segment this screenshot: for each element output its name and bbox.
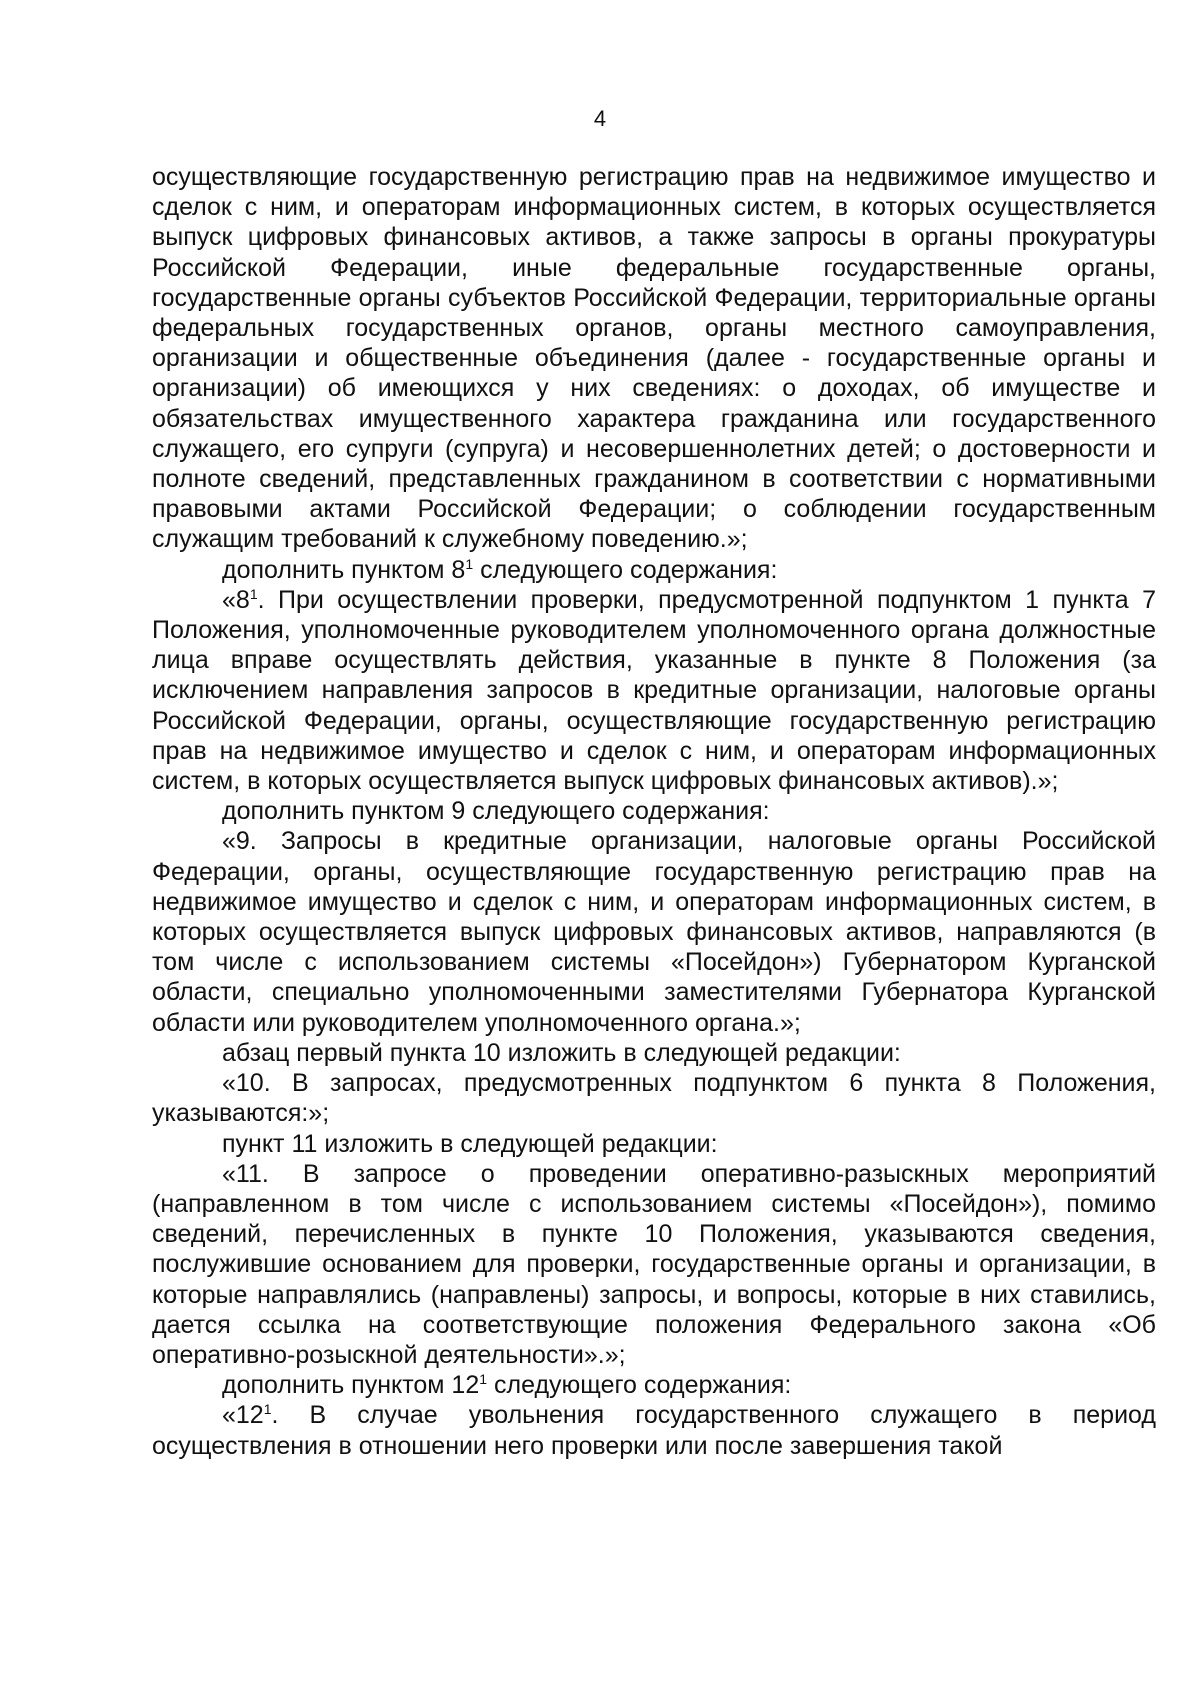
paragraph-add-point-8-1	[152, 555, 1156, 585]
paragraph-point-11: «11. В запросе о проведении оперативно-разыскных мероприятий (направленном в том числе с использованием системы «Посейдон»), помимо сведений, перечисленных в пункте 10 Положения, указываются сведения, послужившие основанием для проверки, государственные органы и организации, в которые направлялись (направлены) запросы, и вопросы, которые в них ставились, дается ссылка на соответствующие положения Федерального закона «Об оперативно-розыскной деятельности».»;	[152, 1159, 1156, 1369]
paragraph-point-11-intro: пункт 11 изложить в следующей редакции:	[222, 1129, 718, 1158]
paragraph-prefix: дополнить пунктом 8	[222, 555, 466, 584]
paragraph-continuation: осуществляющие государственную регистрацию прав на недвижимое имущество и сделок с ним, и операторам информационных систем, в которых осуществляется выпуск цифровых финансовых активов, а также запросы в органы прокуратуры Российской Федерации, иные федеральные государственные органы, государственные органы субъектов Российской Федерации, территориальные органы федеральных государственных органов, органы местного самоуправления, организации и общественные объединения (далее - государственные органы и организации) об имеющихся у них сведениях: о доходах, об имуществе и обязательствах имущественного характера гражданина или государственного служащего, его супруги (супруга) и несовершеннолетних детей; о достоверности и полноте сведений, представленных гражданином в соответствии с нормативными правовыми актами Российской Федерации; о соблюдении государственным служащим требований к служебному поведению.»;	[152, 163, 1156, 554]
superscript-marker: 1	[479, 1371, 488, 1388]
paragraph-add-point-9: дополнить пунктом 9 следующего содержания:	[222, 797, 770, 826]
superscript-marker: 1	[249, 585, 258, 602]
paragraph-text: следующего содержания:	[494, 1371, 792, 1400]
superscript-marker: 1	[465, 555, 474, 572]
paragraph-prefix: «8	[222, 585, 250, 614]
paragraph-prefix: «12	[222, 1401, 264, 1430]
paragraph-text: . В случае увольнения государственного служащего в период осуществления в отношении него проверки или после завершения такой	[152, 1401, 1156, 1460]
paragraph-point-10-intro: абзац первый пункта 10 изложить в следующей редакции:	[222, 1038, 901, 1067]
paragraph-text: . При осуществлении проверки, предусмотренной подпунктом 1 пункта 7 Положения, уполномоченные руководителем уполномоченного органа должностные лица вправе осуществлять действия, указанные в пункте 8 Положения (за исключением направления запросов в кредитные организации, налоговые органы Российской Федерации, органы, осуществляющие государственную регистрацию прав на недвижимое имущество и сделок с ним, и операторам информационных систем, в которых осуществляется выпуск цифровых финансовых активов).»;	[152, 585, 1156, 796]
paragraph-point-8-1	[152, 585, 1156, 796]
paragraph-text: следующего содержания:	[480, 555, 778, 584]
superscript-marker: 1	[263, 1401, 272, 1418]
page-number: 4	[593, 106, 607, 131]
paragraph-point-10: «10. В запросах, предусмотренных подпунктом 6 пункта 8 Положения, указываются:»;	[152, 1069, 1156, 1128]
paragraph-add-point-12-1	[152, 1370, 1156, 1400]
paragraph-prefix: дополнить пунктом 12	[222, 1371, 480, 1400]
paragraph-point-12-1	[152, 1400, 1156, 1460]
paragraph-point-9: «9. Запросы в кредитные организации, налоговые органы Российской Федерации, органы, осуществляющие государственную регистрацию прав на недвижимое имущество и сделок с ним, и операторам информационных систем, в которых осуществляется выпуск цифровых финансовых активов, направляются (в том числе с использованием системы «Посейдон») Губернатором Курганской области, специально уполномоченными заместителями Губернатора Курганской области или руководителем уполномоченного органа.»;	[152, 827, 1156, 1037]
document-body	[152, 162, 1156, 1461]
